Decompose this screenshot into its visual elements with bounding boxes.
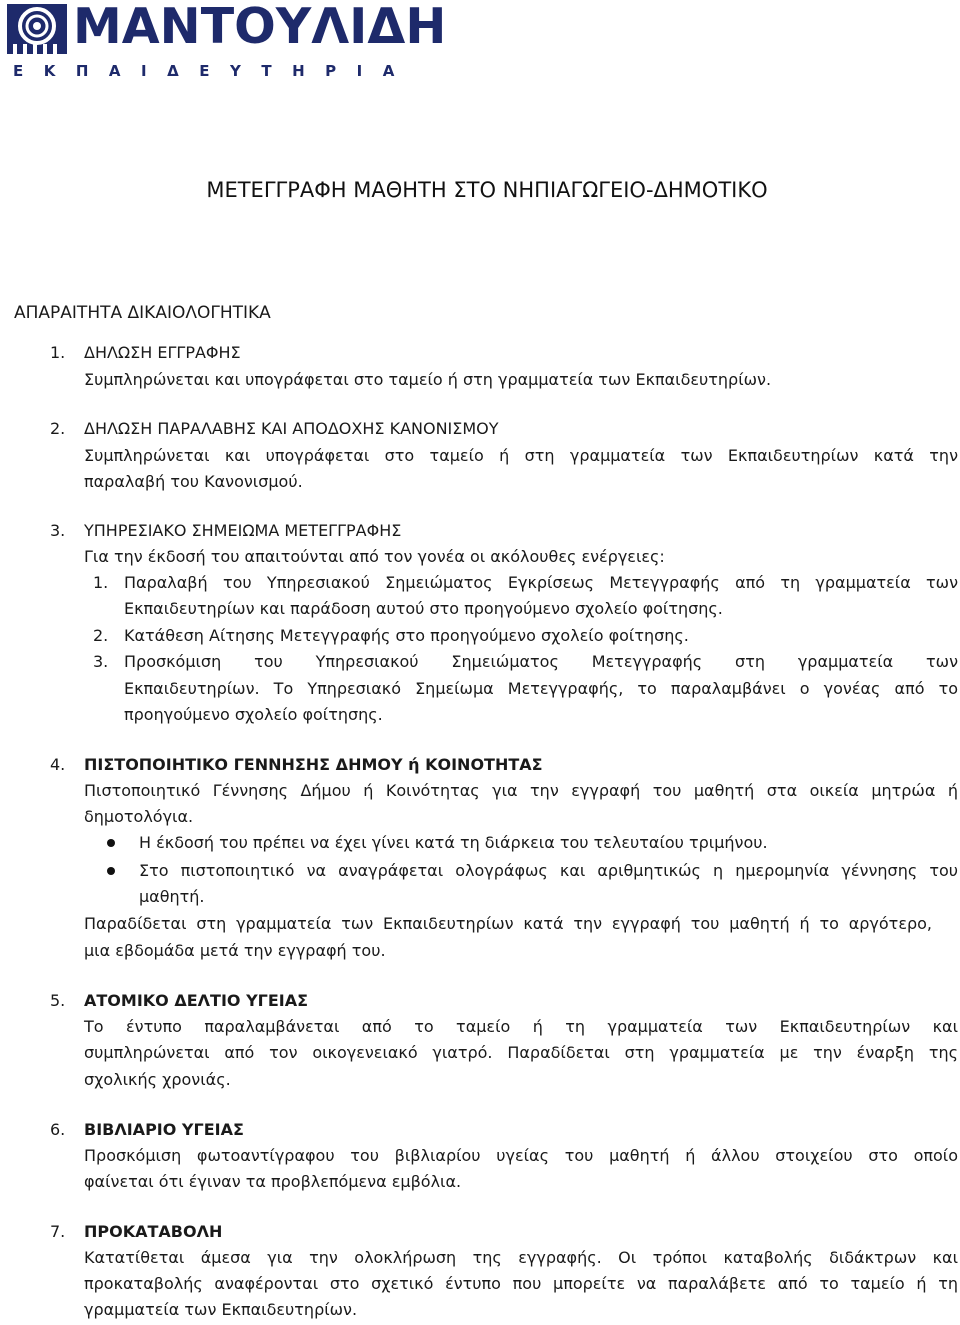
- section-1-heading: ΔΗΛΩΣΗ ΕΓΓΡΑΦΗΣ: [84, 343, 241, 362]
- step-3-text-line: προηγούμενο σχολείο φοίτησης.: [124, 705, 383, 724]
- requirements-heading: ΑΠΑΡΑΙΤΗΤΑ ΔΙΚΑΙΟΛΟΓΗΤΙΚΑ: [14, 303, 271, 323]
- bullet-icon: [107, 839, 115, 847]
- step-2-number: 2.: [93, 626, 109, 645]
- page-title: ΜΕΤΕΓΓΡΑΦΗ ΜΑΘΗΤΗ ΣΤΟ ΝΗΠΙΑΓΩΓΕΙΟ-ΔΗΜΟΤΙΚΟ: [206, 178, 768, 202]
- section-5-number: 5.: [50, 991, 66, 1010]
- section-3-intro: Για την έκδοσή του απαιτούνται από τον γονέα οι ακόλουθες ενέργειες:: [84, 547, 665, 566]
- step-1-number: 1.: [93, 573, 109, 592]
- step-2-text-line: Κατάθεση Αίτησης Μετεγγραφής στο προηγούμενο σχολείο φοίτησης.: [124, 626, 689, 645]
- section-4-number: 4.: [50, 755, 66, 774]
- section-1-number: 1.: [50, 343, 66, 362]
- section-5-heading: ΑΤΟΜΙΚΟ ΔΕΛΤΙΟ ΥΓΕΙΑΣ: [84, 991, 309, 1010]
- section-1-text: Συμπληρώνεται και υπογράφεται στο ταμείο ή στη γραμματεία των Εκπαιδευτηρίων.: [84, 370, 772, 389]
- section-4-bullet-text: μαθητή.: [139, 887, 205, 906]
- step-1-text-line: Παραλαβή του Υπηρεσιακού Σημειώματος Εγκρίσεως Μετεγγραφής από τη γραμματεία των: [124, 573, 958, 592]
- logo-subtitle: ΕΚΠΑΙΔΕΥΤΗΡΙΑ: [13, 62, 415, 80]
- section-6-number: 6.: [50, 1120, 66, 1139]
- section-7-text-line: προκαταβολής αναφέρονται στο σχετικό έντυπο που μπορείτε να παραλάβετε από το ταμείο ή τη: [84, 1274, 958, 1293]
- section-3-heading: ΥΠΗΡΕΣΙΑΚΟ ΣΗΜΕΙΩΜΑ ΜΕΤΕΓΓΡΑΦΗΣ: [84, 521, 402, 540]
- section-6-heading: ΒΙΒΛΙΑΡΙΟ ΥΓΕΙΑΣ: [84, 1120, 244, 1139]
- section-7-text-line: γραμματεία των Εκπαιδευτηρίων.: [84, 1300, 358, 1319]
- section-7-heading: ΠΡΟΚΑΤΑΒΟΛΗ: [84, 1222, 223, 1241]
- logo-emblem-icon: [7, 4, 71, 56]
- section-3-number: 3.: [50, 521, 66, 540]
- section-2-number: 2.: [50, 419, 66, 438]
- section-5-text-line: συμπληρώνεται από τον οικογενειακό γιατρό. Παραδίδεται στη γραμματεία με την έναρξη της: [84, 1043, 958, 1062]
- school-logo: [7, 0, 447, 80]
- section-2-text-line: παραλαβή του Κανονισμού.: [84, 472, 303, 491]
- step-3-number: 3.: [93, 652, 109, 671]
- section-4-bullet-text: Η έκδοσή του πρέπει να έχει γίνει κατά τη διάρκεια του τελευταίου τριμήνου.: [139, 833, 768, 852]
- section-7-number: 7.: [50, 1222, 66, 1241]
- bullet-icon: [107, 867, 115, 875]
- section-2-text-line: Συμπληρώνεται και υπογράφεται στο ταμείο ή στη γραμματεία των Εκπαιδευτηρίων κατά την: [84, 446, 958, 465]
- section-5-text-line: σχολικής χρονιάς.: [84, 1070, 231, 1089]
- section-7-text-line: Κατατίθεται άμεσα για την ολοκλήρωση της εγγραφής. Οι τρόποι καταβολής διδάκτρων και: [84, 1248, 958, 1267]
- step-3-text-line: Προσκόμιση του Υπηρεσιακού Σημειώματος Μετεγγραφής στη γραμματεία των: [124, 652, 958, 671]
- step-3-text-line: Εκπαιδευτηρίων. Το Υπηρεσιακό Σημείωμα Μετεγγραφής, το παραλαμβάνει ο γονέας από το: [124, 679, 958, 698]
- step-1-text-line: Εκπαιδευτηρίων και παράδοση αυτού στο προηγούμενο σχολείο φοίτησης.: [124, 599, 723, 618]
- section-6-text-line: φαίνεται ότι έγιναν τα προβλεπόμενα εμβόλια.: [84, 1172, 462, 1191]
- section-4-after-line: Παραδίδεται στη γραμματεία των Εκπαιδευτηρίων κατά την εγγραφή του μαθητή ή το αργότερο,: [84, 914, 932, 933]
- section-6-text-line: Προσκόμιση φωτοαντίγραφου του βιβλιαρίου υγείας του μαθητή ή άλλου στοιχείου στο οποίο: [84, 1146, 958, 1165]
- logo-name: ΜΑΝΤΟΥΛΙΔΗ: [73, 0, 447, 55]
- section-4-text-line: δημοτολόγια.: [84, 807, 194, 826]
- section-4-bullet-text: Στο πιστοποιητικό να αναγράφεται ολογράφως και αριθμητικώς η ημερομηνία γέννησης του: [139, 861, 958, 880]
- section-5-text-line: Το έντυπο παραλαμβάνεται από το ταμείο ή τη γραμματεία των Εκπαιδευτηρίων και: [84, 1017, 958, 1036]
- section-4-heading: ΠΙΣΤΟΠΟΙΗΤΙΚΟ ΓΕΝΝΗΣΗΣ ΔΗΜΟΥ ή ΚΟΙΝΟΤΗΤΑΣ: [84, 755, 543, 774]
- section-4-after-line: μια εβδομάδα μετά την εγγραφή του.: [84, 941, 386, 960]
- section-4-text-line: Πιστοποιητικό Γέννησης Δήμου ή Κοινότητας για την εγγραφή του μαθητή στα οικεία μητρώα ή: [84, 781, 958, 800]
- section-2-heading: ΔΗΛΩΣΗ ΠΑΡΑΛΑΒΗΣ ΚΑΙ ΑΠΟΔΟΧΗΣ ΚΑΝΟΝΙΣΜΟΥ: [84, 419, 499, 438]
